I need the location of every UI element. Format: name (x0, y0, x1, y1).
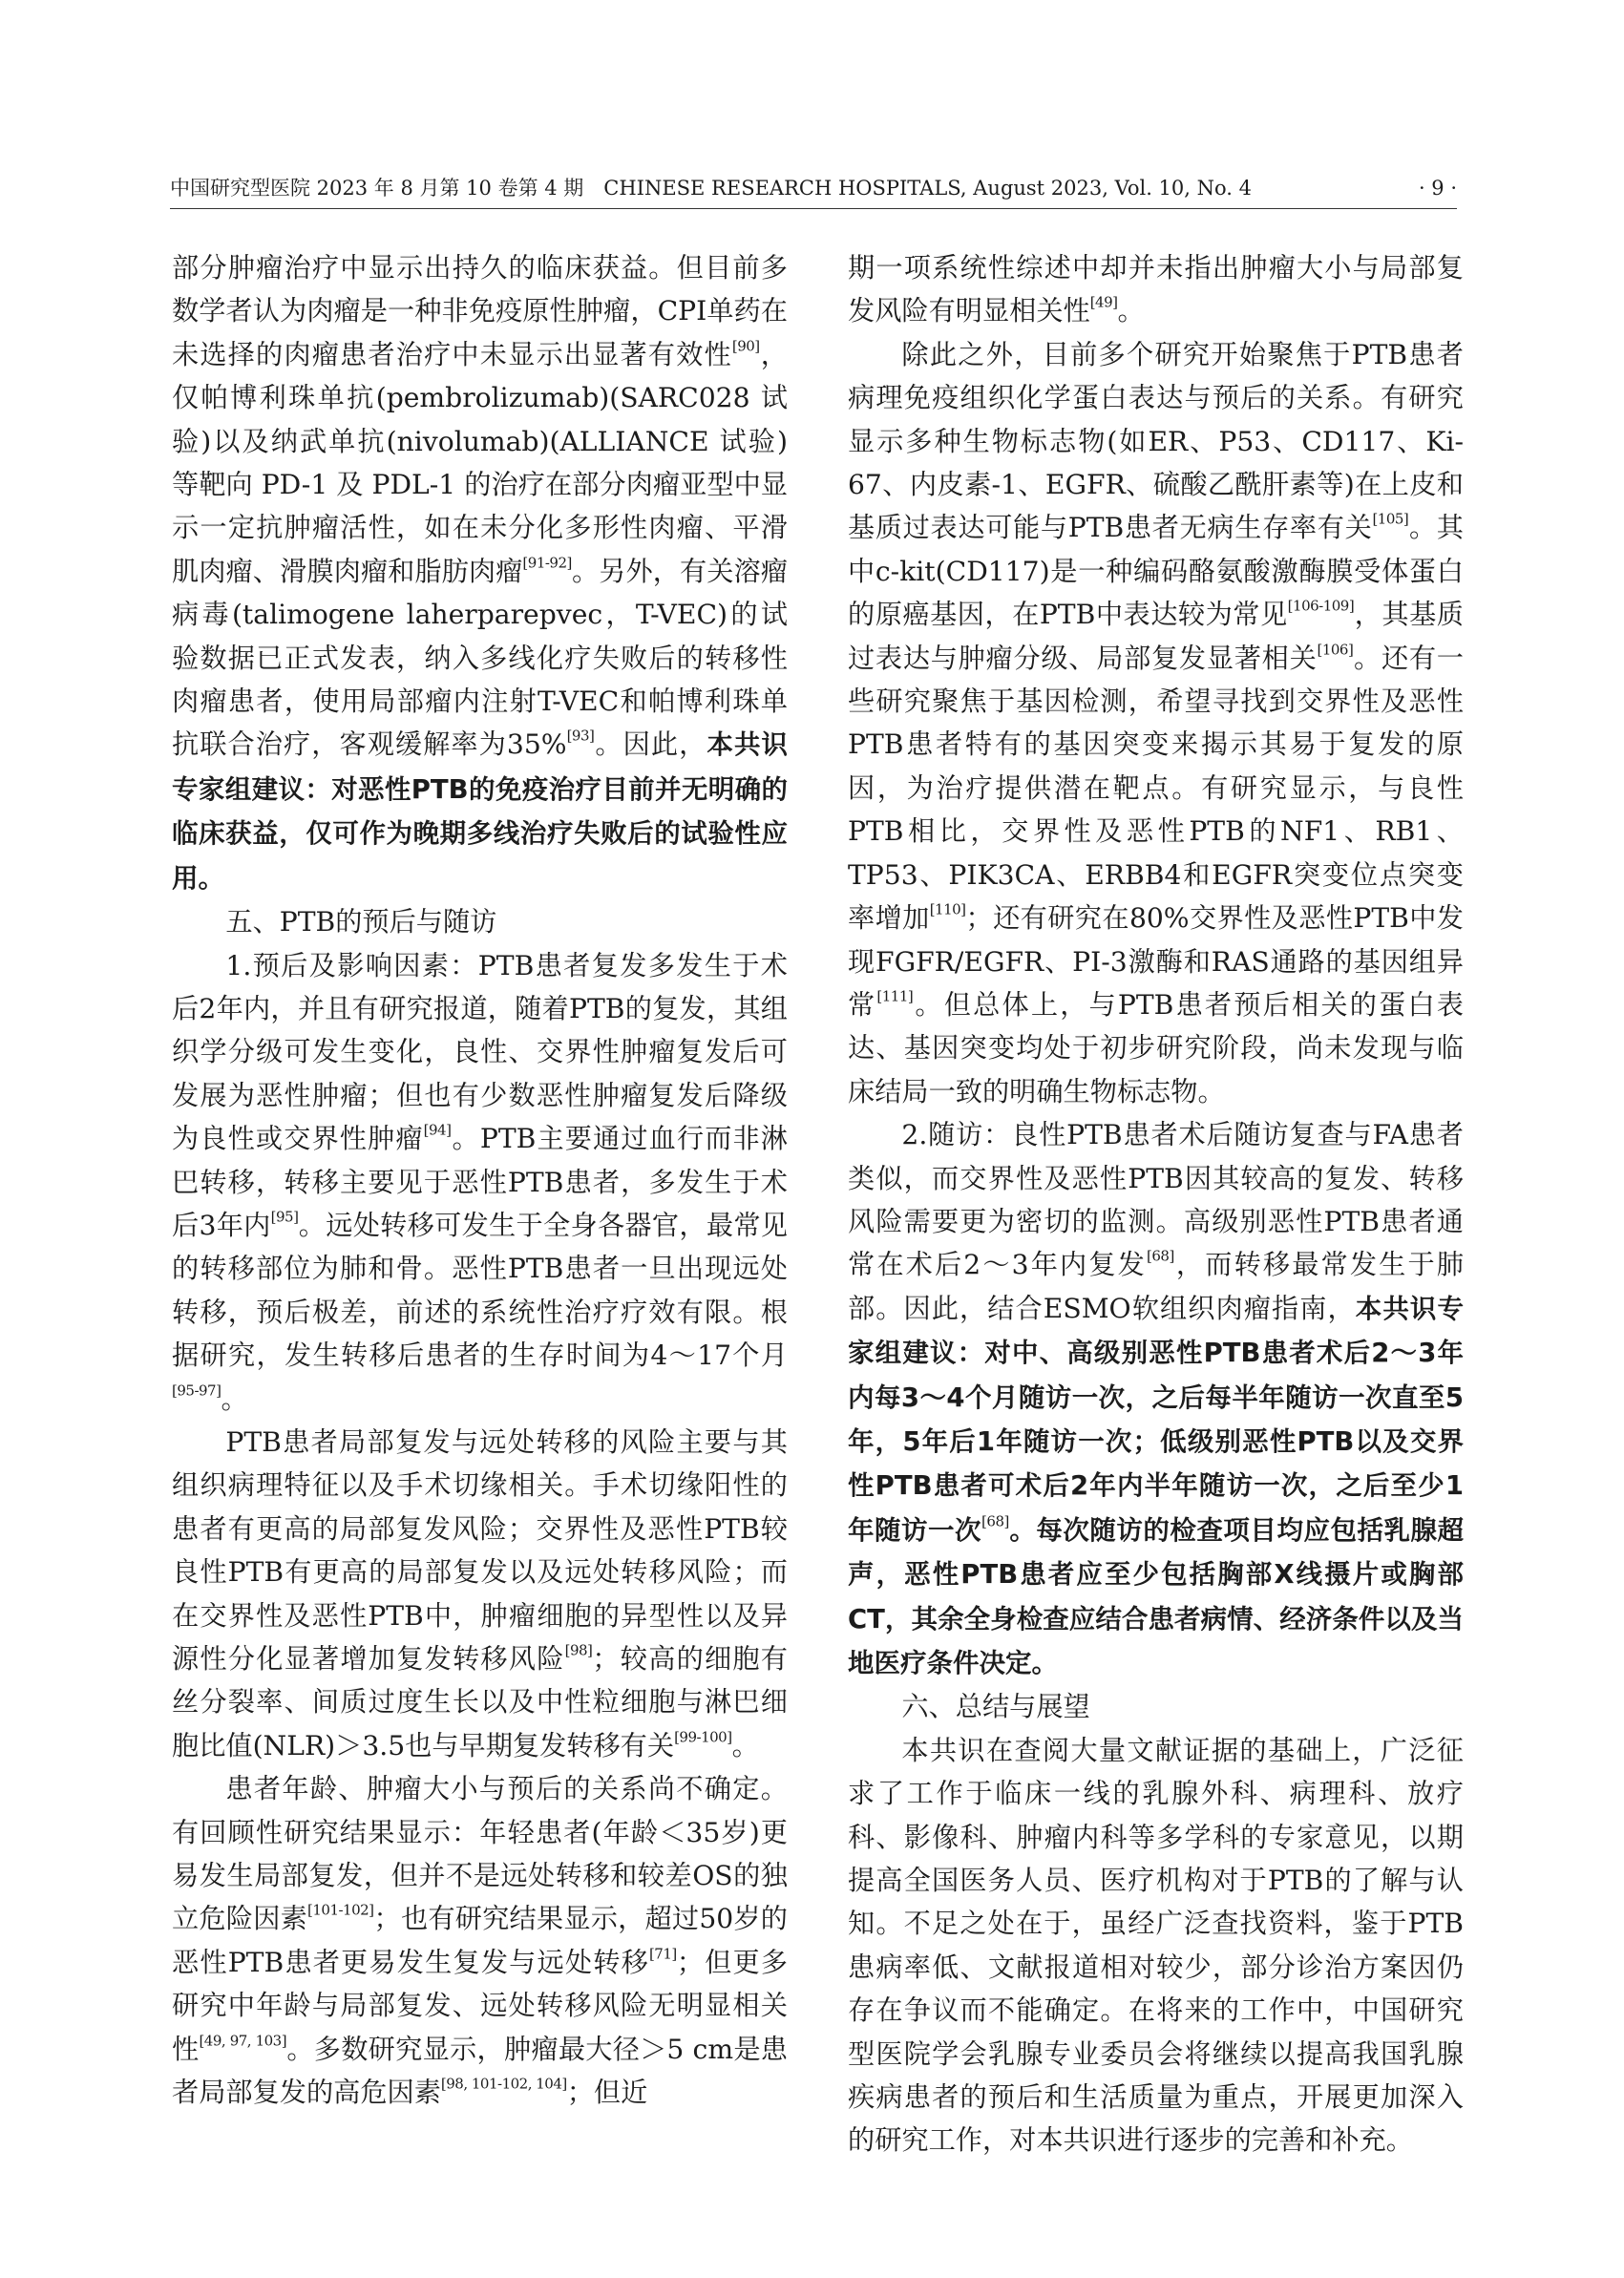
paragraph-tumor-size-continued: 期一项系统性综述中却并未指出肿瘤大小与局部复发风险有明显相关性[49]。 (848, 252, 1464, 327)
expert-recommendation: 本共识专家组建议：对恶性PTB的免疫治疗目前并无明确的临床获益，仅可作为晚期多线治疗失败后的试验性应用。 (172, 729, 788, 894)
expert-recommendation-continued: 。每次随访的检查项目均应包括乳腺超声，恶性PTB患者应至少包括胸部X线摄片或胸部CT，其余全身检查应结合患者病情、经济条件以及当地医疗条件决定。 (848, 1514, 1464, 1678)
left-column (172, 246, 788, 2114)
citation: [106-109] (1287, 597, 1355, 615)
citation: [90] (731, 337, 760, 355)
paragraph-immunotherapy: 部分肿瘤治疗中显示出持久的临床获益。但目前多数学者认为肉瘤是一种非免疫原性肿瘤，CPI单药在未选择的肉瘤患者治疗中未显示出显著有效性[90]，仅帕博利珠单抗(pembrolizumab)(SARC028 试验)以及纳武单抗(nivolumab)(ALLIANCE 试验)等靶向 PD-1 及 PDL-1 的治疗在部分肉瘤亚型中显示一定抗肿瘤活性，如在未分化多形性肉瘤、平滑肌肉瘤、滑膜肉瘤和脂肪肉瘤[91-92]。另外，有关溶瘤病毒(talimogene laherparepvec，T-VEC)的试验数据已正式发表，纳入多线化疗失败后的转移性肉瘤患者，使用局部瘤内注射T-VEC和帕博利珠单抗联合治疗，客观缓解率为35%[93]。因此，本共识专家组建议：对恶性PTB的免疫治疗目前并无明确的临床获益，仅可作为晚期多线治疗失败后的试验性应用。 (172, 252, 788, 894)
citation: [93] (566, 727, 595, 745)
paragraph-prognosis-factors: 1.预后及影响因素：PTB患者复发多发生于术后2年内，并且有研究报道，随着PTB的复发，其组织学分级可发生变化，良性、交界性肿瘤复发后可发展为恶性肿瘤；但也有少数恶性肿瘤复发后降级为良性或交界性肿瘤[94]。PTB主要通过血行而非淋巴转移，转移主要见于恶性PTB患者，多发生于术后3年内[95]。远处转移可发生于全身各器官，最常见的转移部位为肺和骨。恶性PTB患者一旦出现远处转移，预后极差，前述的系统性治疗疗效有限。根据研究，发生转移后患者的生存时间为4～17个月[95-97]。 (172, 949, 788, 1415)
paragraph-follow-up: 2.随访：良性PTB患者术后随访复查与FA患者类似，而交界性及恶性PTB因其较高的复发、转移风险需要更为密切的监测。高级别恶性PTB患者通常在术后2～3年内复发[68]，而转移最常发生于肺部。因此，结合ESMO软组织肉瘤指南，本共识专家组建议：对中、高级别恶性PTB患者术后2～3年内每3～4个月随访一次，之后每半年随访一次直至5年，5年后1年随访一次；低级别恶性PTB以及交界性PTB患者可术后2年内半年随访一次，之后至少1年随访一次[68]。每次随访的检查项目均应包括乳腺超声，恶性PTB患者应至少包括胸部X线摄片或胸部CT，其余全身检查应结合患者病情、经济条件以及当地医疗条件决定。 (848, 1119, 1465, 1678)
citation: [94] (423, 1121, 452, 1139)
paragraph-recurrence-risk: PTB患者局部复发与远处转移的风险主要与其组织病理特征以及手术切缘相关。手术切缘阳性的患者有更高的局部复发风险；交界性及恶性PTB较良性PTB有更高的局部复发以及远处转移风险；而在交界性及恶性PTB中，肿瘤细胞的异型性以及异源性分化显著增加复发转移风险[98]；较高的细胞有丝分裂率、间质过度生长以及中性粒细胞与淋巴细胞比值(NLR)＞3.5也与早期复发转移有关[99-100]。 (172, 1425, 788, 1761)
citation: [68] (1147, 1247, 1174, 1265)
citation: [106] (1317, 641, 1354, 659)
citation: [101-102] (307, 1901, 374, 1919)
citation: [110] (929, 900, 966, 918)
section-heading-prognosis: 五、PTB的预后与随访 (225, 906, 497, 939)
right-column (848, 246, 1464, 2162)
citation: [68] (981, 1512, 1009, 1530)
running-header (170, 170, 1457, 209)
citation: [111] (876, 987, 914, 1005)
section-heading-summary: 六、总结与展望 (901, 1691, 1090, 1723)
expert-recommendation: 本共识专家组建议：对中、高级别恶性PTB患者术后2～3年内每3～4个月随访一次，之后每半年随访一次直至5年，5年后1年随访一次；低级别恶性PTB以及交界性PTB患者可术后2年内半年随访一次，之后至少1年随访一次 (848, 1293, 1465, 1546)
citation: [99-100] (674, 1728, 732, 1746)
journal-citation: 中国研究型医院 2023 年 8 月第 10 卷第 4 期 CHINESE RESEARCH HOSPITALS, August 2023, Vol. 10, No. 4 (170, 177, 1252, 200)
page-number: · 9 · (1418, 177, 1457, 200)
paragraph-age-size: 患者年龄、肿瘤大小与预后的关系尚不确定。有回顾性研究结果显示：年轻患者(年龄＜35岁)更易发生局部复发，但并不是远处转移和较差OS的独立危险因素[101-102]；也有研究结果显示，超过50岁的恶性PTB患者更易发生复发与远处转移[71]；但更多研究中年龄与局部复发、远处转移风险无明显相关性[49, 97, 103]。多数研究显示，肿瘤最大径＞5 cm是患者局部复发的高危因素[98, 101-102, 104]；但近 (172, 1773, 788, 2109)
citation: [95-97] (172, 1382, 221, 1400)
paragraph-summary: 本共识在查阅大量文献证据的基础上，广泛征求了工作于临床一线的乳腺外科、病理科、放疗科、影像科、肿瘤内科等多学科的专家意见，以期提高全国医务人员、医疗机构对于PTB的了解与认知。不足之处在于，虽经广泛查找资料，鉴于PTB患病率低、文献报道相对较少，部分诊治方案因仍存在争议而不能确定。在将来的工作中，中国研究型医院学会乳腺专业委员会将继续以提高我国乳腺疾病患者的预后和生活质量为重点，开展更加深入的研究工作，对本共识进行逐步的完善和补充。 (848, 1734, 1464, 2157)
paragraph-biomarkers: 除此之外，目前多个研究开始聚焦于PTB患者病理免疫组织化学蛋白表达与预后的关系。有研究显示多种生物标志物(如ER、P53、CD117、Ki-67、内皮素-1、EGFR、硫酸乙酰肝素等)在上皮和基质过表达可能与PTB患者无病生存率有关[105]。其中c-kit(CD117)是一种编码酪氨酸激酶膜受体蛋白的原癌基因，在PTB中表达较为常见[106-109]，其基质过表达与肿瘤分级、局部复发显著相关[106]。还有一些研究聚焦于基因检测，希望寻找到交界性及恶性PTB患者特有的基因突变来揭示其易于复发的原因，为治疗提供潜在靶点。有研究显示，与良性PTB相比，交界性及恶性PTB的NF1、RB1、TP53、PIK3CA、ERBB4和EGFR突变位点突变率增加[110]；还有研究在80%交界性及恶性PTB中发现FGFR/EGFR、PI-3激酶和RAS通路的基因组异常[111]。但总体上，与PTB患者预后相关的蛋白表达、基因突变均处于初步研究阶段，尚未发现与临床结局一致的明确生物标志物。 (848, 338, 1464, 1107)
citation: [49, 97, 103] (199, 2032, 287, 2050)
citation: [71] (648, 1945, 677, 1963)
citation: [49] (1089, 293, 1118, 311)
citation: [91-92] (522, 554, 572, 572)
citation: [98] (564, 1641, 593, 1659)
citation: [95] (270, 1208, 299, 1226)
citation: [105] (1372, 510, 1409, 528)
citation: [98, 101-102, 104] (440, 2075, 567, 2093)
